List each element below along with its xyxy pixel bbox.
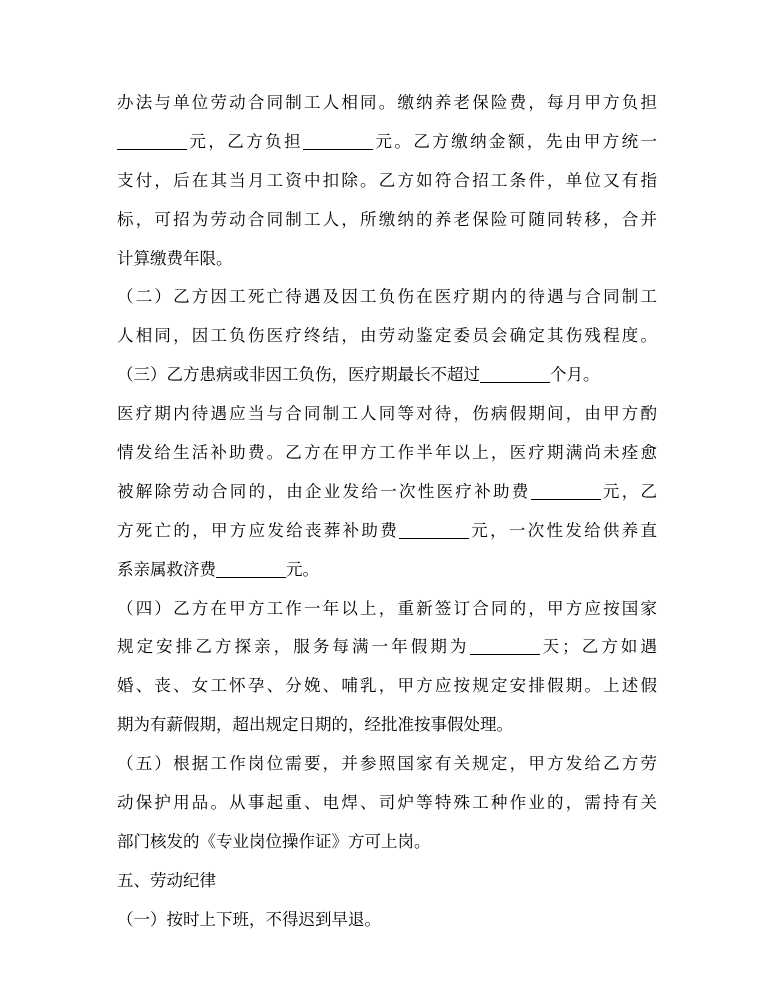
text-line	[117, 434, 657, 473]
text-line	[117, 278, 657, 317]
text-segment: 系亲属救济费	[117, 559, 216, 579]
text-line	[117, 317, 657, 356]
text-segment: 天；乙方如遇	[539, 637, 658, 657]
text-line	[117, 551, 657, 590]
text-segment: 医疗期内待遇应当与合同制工人同等对待，伤病假期间，由甲方酌	[117, 404, 657, 424]
text-line	[117, 901, 657, 940]
text-segment: 元。乙方缴纳金额，先由甲方统一	[373, 131, 658, 151]
text-line	[117, 84, 657, 123]
text-segment: 个月。	[550, 365, 600, 385]
text-line	[117, 473, 657, 512]
text-line	[117, 395, 657, 434]
text-segment: 元，乙	[600, 481, 658, 501]
text-segment: （二）乙方因工死亡待遇及因工负伤在医疗期内的待遇与合同制工	[117, 287, 657, 307]
text-segment: 规定安排乙方探亲，服务每满一年假期为	[117, 637, 470, 657]
text-line	[117, 745, 657, 784]
text-segment: 动保护用品。从事起重、电焊、司炉等特殊工种作业的，需持有关	[117, 793, 657, 813]
text-line	[117, 590, 657, 629]
fill-in-blank	[303, 133, 373, 150]
text-line	[117, 162, 657, 201]
text-line	[117, 512, 657, 551]
text-line	[117, 823, 657, 862]
text-segment: （四）乙方在甲方工作一年以上，重新签订合同的，甲方应按国家	[117, 598, 657, 618]
fill-in-blank	[399, 522, 469, 539]
text-segment: 五、劳动纪律	[117, 870, 216, 890]
text-line	[117, 356, 657, 395]
text-line	[117, 667, 657, 706]
text-line	[117, 784, 657, 823]
text-segment: 支付，后在其当月工资中扣除。乙方如符合招工条件，单位又有指	[117, 170, 657, 190]
text-line	[117, 706, 657, 745]
text-segment: 人相同，因工负伤医疗终结，由劳动鉴定委员会确定其伤残程度。	[117, 326, 657, 346]
text-segment: （五）根据工作岗位需要，并参照国家有关规定，甲方发给乙方劳	[117, 754, 657, 774]
text-segment: 婚、丧、女工怀孕、分娩、哺乳，甲方应按规定安排假期。上述假	[117, 676, 657, 696]
text-segment: 期为有薪假期，超出规定日期的，经批准按事假处理。	[117, 715, 513, 735]
fill-in-blank	[117, 133, 187, 150]
text-line	[117, 240, 657, 279]
text-segment: （一）按时上下班，不得迟到早退。	[117, 909, 381, 929]
document-body	[117, 84, 657, 940]
text-line	[117, 123, 657, 162]
text-segment: 情发给生活补助费。乙方在甲方工作半年以上，医疗期满尚未痊愈	[117, 443, 657, 463]
fill-in-blank	[216, 561, 286, 578]
text-segment: 办法与单位劳动合同制工人相同。缴纳养老保险费，每月甲方负担	[117, 93, 657, 112]
text-line	[117, 628, 657, 667]
text-segment: 元，乙方负担	[187, 131, 304, 151]
text-line	[117, 862, 657, 901]
text-segment: 部门核发的《专业岗位操作证》方可上岗。	[117, 831, 431, 851]
fill-in-blank	[480, 366, 550, 383]
text-segment: 计算缴费年限。	[117, 248, 233, 268]
text-segment: 标，可招为劳动合同制工人，所缴纳的养老保险可随同转移，合并	[117, 209, 657, 229]
fill-in-blank	[470, 638, 540, 655]
text-segment: 方死亡的，甲方应发给丧葬补助费	[117, 520, 399, 540]
text-line	[117, 201, 657, 240]
text-segment: 元，一次性发给供养直	[469, 520, 658, 540]
text-segment: 被解除劳动合同的，由企业发给一次性医疗补助费	[117, 481, 531, 501]
text-segment: （三）乙方患病或非因工负伤，医疗期最长不超过	[117, 365, 480, 385]
text-segment: 元。	[286, 559, 319, 579]
fill-in-blank	[531, 483, 601, 500]
